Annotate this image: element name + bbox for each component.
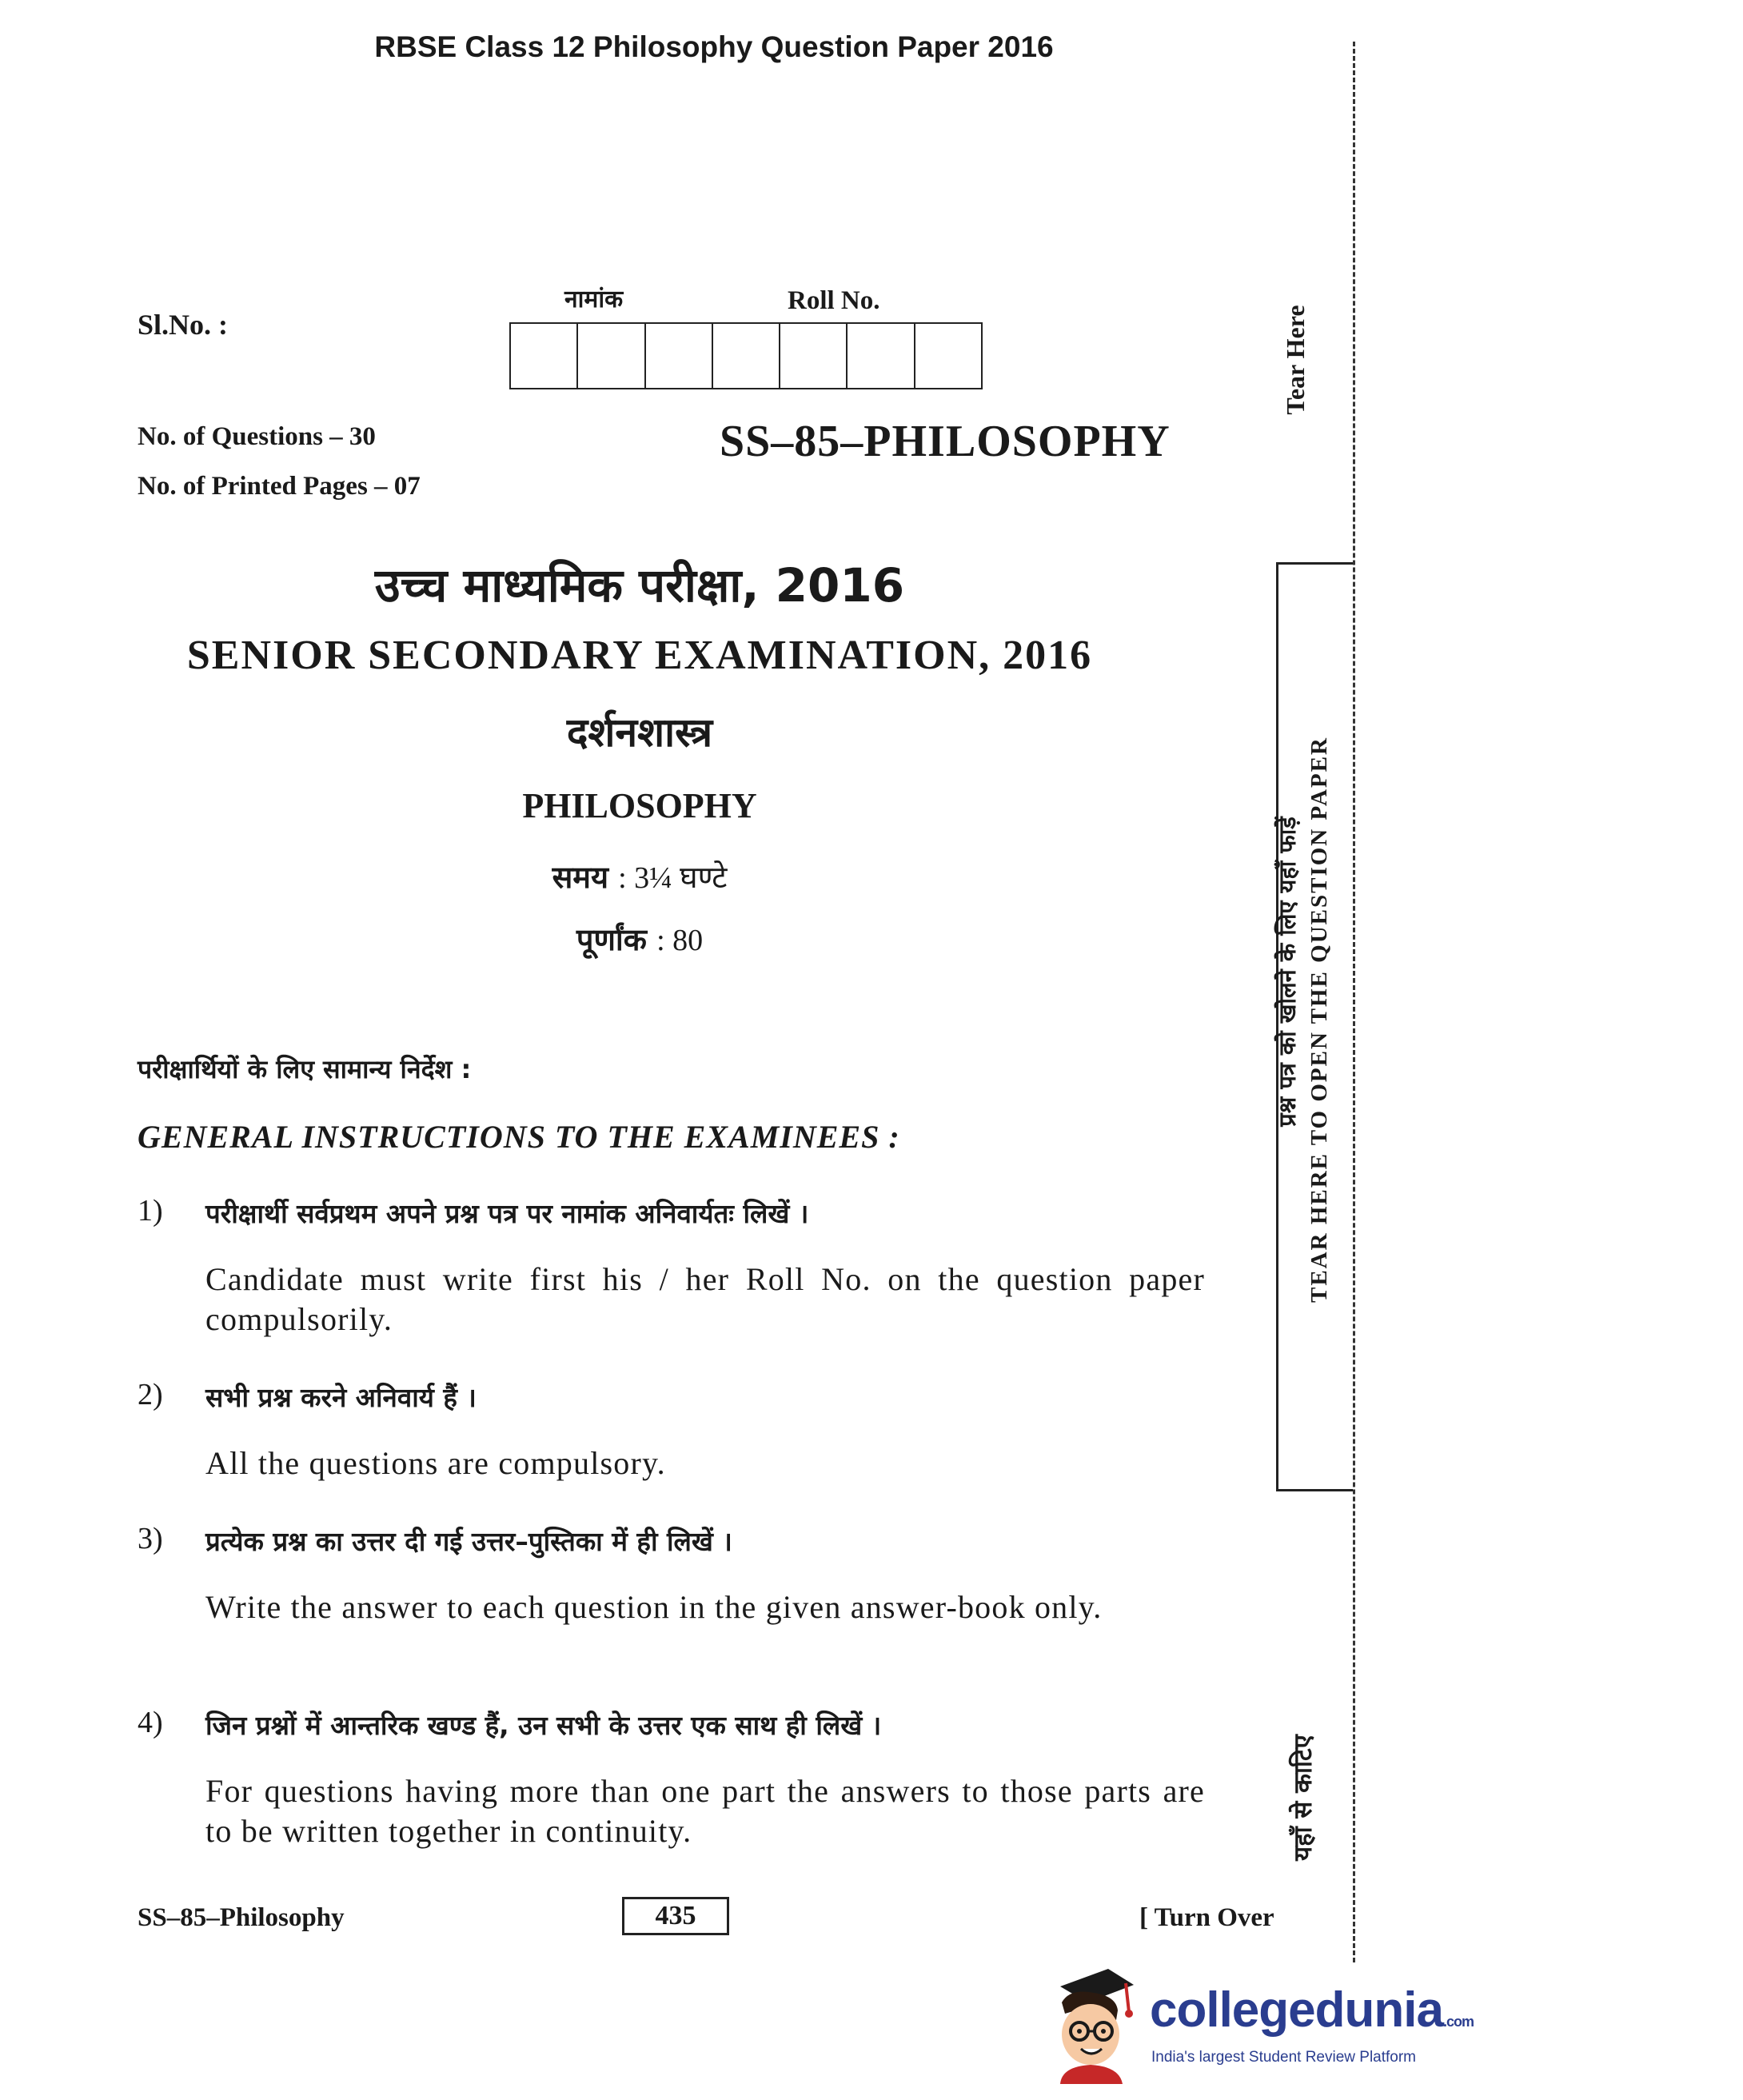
footer-paper-code: SS–85–Philosophy [138, 1903, 345, 1932]
roll-digit-box[interactable] [646, 324, 713, 388]
instruction-hindi: सभी प्रश्न करने अनिवार्य हैं । [205, 1382, 477, 1413]
document-banner: RBSE Class 12 Philosophy Question Paper 2016 [374, 30, 1054, 63]
instructions-heading-hindi: परीक्षार्थियों के लिए सामान्य निर्देश : [138, 1054, 472, 1084]
roll-digit-box[interactable] [915, 324, 981, 388]
instruction-english: Candidate must write first his / her Roll No. on the question paper compulsorily. [205, 1261, 1205, 1337]
roll-digit-box[interactable] [511, 324, 578, 388]
cut-here-hindi: यहाँ से काटिए [1289, 1735, 1318, 1861]
instruction-hindi: प्रत्येक प्रश्न का उत्तर दी गई उत्तर–पुस्तिका में ही लिखें । [205, 1526, 732, 1557]
marks-label: पूर्णांक [576, 922, 647, 957]
question-count: No. of Questions – 30 [138, 422, 376, 451]
paper-code: SS–85–PHILOSOPHY [720, 417, 1171, 466]
turn-over-label: [ Turn Over [1139, 1903, 1274, 1932]
instruction-hindi: परीक्षार्थी सर्वप्रथम अपने प्रश्न पत्र पर नामांक अनिवार्यतः लिखें । [205, 1198, 809, 1229]
exam-title-hindi: उच्च माध्यमिक परीक्षा, 2016 [374, 558, 905, 613]
tear-here-label [1207, 305, 1383, 415]
collegedunia-wordmark [1150, 1982, 1474, 2038]
time-label: समय [552, 860, 609, 895]
time-allowed [0, 856, 1279, 897]
roll-label-english: Roll No. [788, 286, 880, 315]
tear-dashed-line [1353, 42, 1355, 1962]
tear-open-english: TEAR HERE TO OPEN THE QUESTION PAPER [1306, 737, 1332, 1303]
serial-number-label: Sl.No. : [138, 309, 229, 341]
page-number-box: 435 [622, 1897, 729, 1935]
printed-pages-count: No. of Printed Pages – 07 [138, 472, 421, 501]
logo-tagline: India's largest Student Review Platform [1151, 2049, 1417, 2066]
roll-number-boxes[interactable] [509, 322, 983, 389]
roll-digit-box[interactable] [578, 324, 645, 388]
instruction-number: 1) [138, 1194, 163, 1228]
marks-value: : 80 [656, 924, 704, 957]
instruction-hindi: जिन प्रश्नों में आन्तरिक खण्ड हैं, उन सभी के उत्तर एक साथ ही लिखें । [205, 1710, 882, 1741]
logo-name: collegedunia [1150, 1982, 1443, 2038]
subject-hindi: दर्शनशास्त्र [566, 709, 713, 756]
instruction-english: For questions having more than one part the answers to those parts are to be written together in continuity. [205, 1773, 1205, 1849]
subject-english: PHILOSOPHY [522, 786, 757, 825]
tear-here-text: Tear Here [1281, 305, 1310, 415]
roll-digit-box[interactable] [780, 324, 848, 388]
logo-suffix: .com [1442, 2014, 1474, 2030]
roll-digit-box[interactable] [713, 324, 780, 388]
tear-open-hindi: प्रश्न पत्र को खोलने के लिए यहाँ फाड़ें [1274, 816, 1301, 1127]
collegedunia-mascot-icon [1046, 1964, 1139, 2084]
instruction-number: 4) [138, 1706, 163, 1739]
instructions-heading-english: GENERAL INSTRUCTIONS TO THE EXAMINEES : [138, 1119, 900, 1155]
instruction-number: 3) [138, 1522, 163, 1555]
instruction-english: Write the answer to each question in the given answer-book only. [205, 1589, 1103, 1625]
time-value: : 3¼ घण्टे [618, 861, 728, 895]
roll-digit-box[interactable] [848, 324, 915, 388]
instruction-number: 2) [138, 1378, 163, 1411]
instruction-english: All the questions are compulsory. [205, 1445, 666, 1481]
exam-title-english: SENIOR SECONDARY EXAMINATION, 2016 [186, 633, 1093, 678]
cut-here-wrapper [1183, 1735, 1423, 1861]
roll-label-hindi: नामांक [564, 285, 624, 313]
